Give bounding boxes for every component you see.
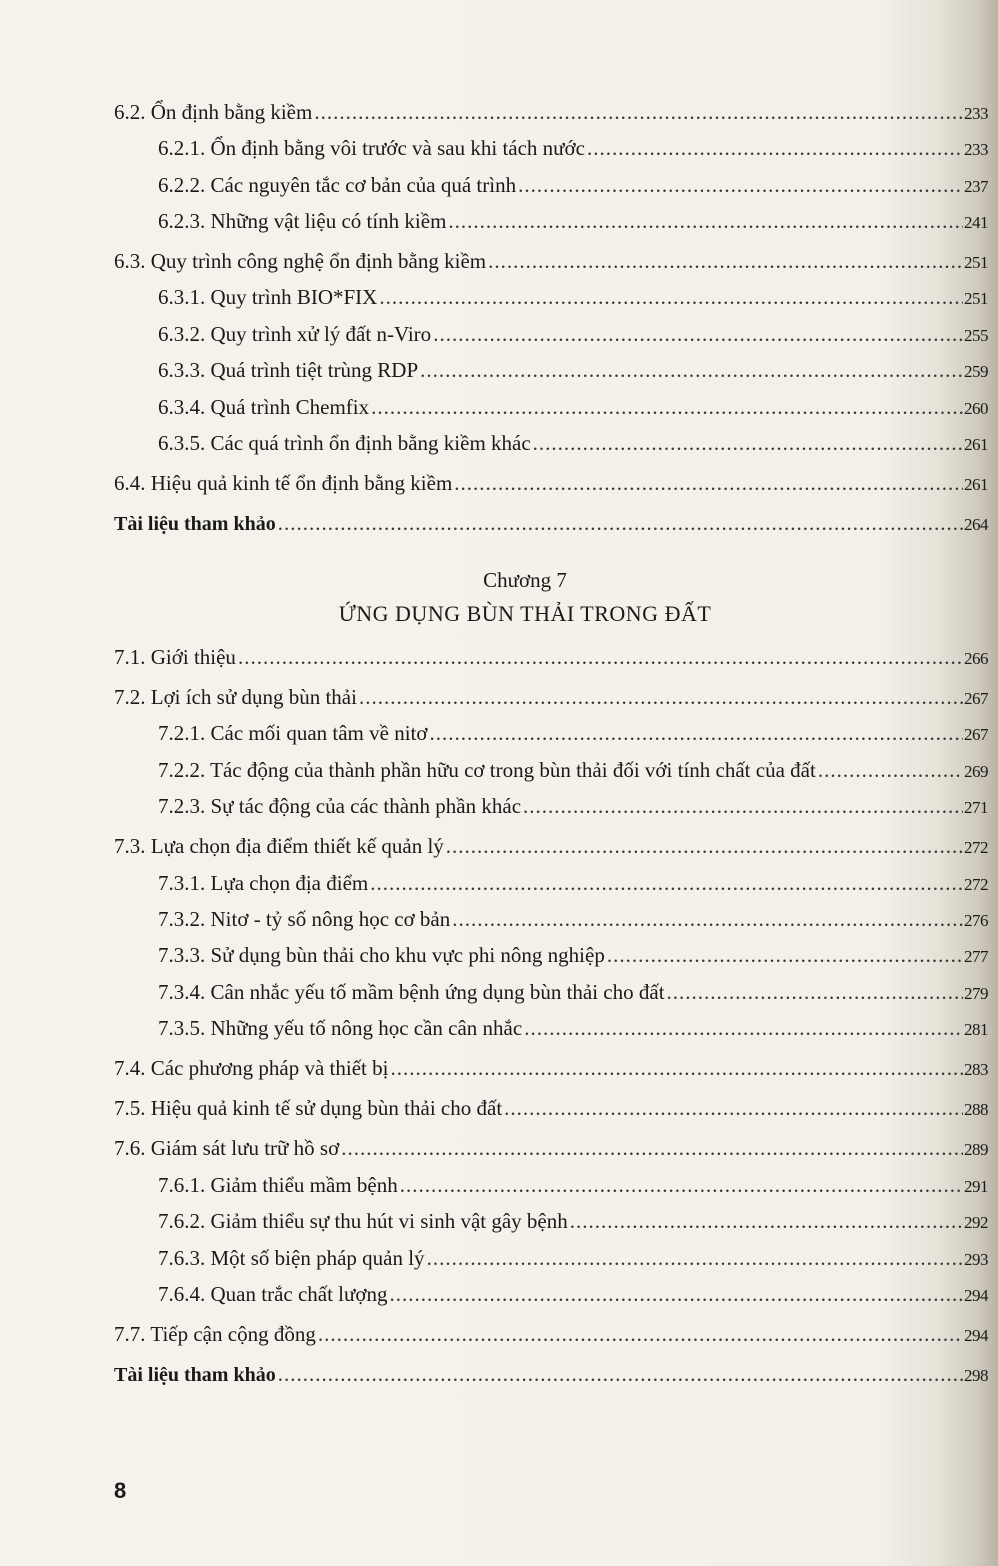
toc-entry	[158, 977, 988, 1007]
toc-entry	[158, 170, 988, 200]
toc-entry-label: 7.3.5. Những yếu tố nông học cần cân nhắc	[158, 1016, 523, 1040]
toc-entry	[114, 1319, 988, 1349]
toc-entry-page: 267	[964, 689, 988, 708]
toc-entry-label: 6.4. Hiệu quả kinh tế ổn định bằng kiềm	[114, 471, 453, 495]
toc-entry-page: 291	[964, 1177, 988, 1196]
toc-entry-label: 7.3. Lựa chọn địa điểm thiết kế quản lý	[114, 834, 444, 858]
toc-entry	[114, 468, 988, 498]
toc-entry	[158, 1206, 988, 1236]
toc-entry-page: 251	[964, 289, 988, 308]
dot-leader	[370, 868, 963, 898]
toc-entry-page: 292	[964, 1213, 988, 1232]
toc-entry	[114, 1053, 988, 1083]
toc-entry-label: 7.3.2. Nitơ - tỷ số nông học cơ bản	[158, 907, 451, 931]
toc-entry	[158, 1243, 988, 1273]
dot-leader	[533, 428, 963, 458]
toc-entry-label: 7.5. Hiệu quả kinh tế sử dụng bùn thải cho đất	[114, 1096, 503, 1120]
toc-entry-page: 288	[964, 1100, 988, 1119]
dot-leader	[390, 1279, 963, 1309]
toc-entry-label: 7.2.1. Các mối quan tâm về nitơ	[158, 721, 428, 745]
toc-entry-page: 293	[964, 1250, 988, 1269]
toc-entry-label: 6.3. Quy trình công nghệ ổn định bằng kiềm	[114, 249, 487, 273]
toc-entry-label: 7.3.1. Lựa chọn địa điểm	[158, 871, 369, 895]
chapter-heading: Chương 7	[483, 568, 567, 592]
toc-entry-page: 289	[964, 1140, 988, 1159]
toc-entry	[158, 282, 988, 312]
dot-leader	[278, 508, 963, 538]
dot-leader	[341, 1133, 963, 1163]
dot-leader	[818, 755, 963, 785]
toc-entry-page: 241	[964, 213, 988, 232]
toc-entry-page: 237	[964, 177, 988, 196]
toc-entry-page: 233	[964, 104, 988, 123]
toc-entry	[158, 755, 988, 785]
toc-entry	[158, 718, 988, 748]
toc-entry-label: 7.2.3. Sự tác động của các thành phần khác	[158, 794, 522, 818]
dot-leader	[379, 282, 963, 312]
dot-leader	[504, 1093, 963, 1123]
dot-leader	[518, 170, 963, 200]
dot-leader	[523, 791, 963, 821]
dot-leader	[427, 1243, 963, 1273]
toc-entry	[158, 791, 988, 821]
toc-entry-label: 6.3.5. Các quá trình ổn định bằng kiềm khác	[158, 431, 531, 455]
toc-entry-page: 267	[964, 725, 988, 744]
toc-entry	[158, 1013, 988, 1043]
chapter-title: ỨNG DỤNG BÙN THẢI TRONG ĐẤT	[338, 601, 712, 626]
toc-entry	[114, 508, 988, 538]
toc-entry	[114, 246, 988, 276]
toc-entry	[158, 1170, 988, 1200]
toc-entry-label: 7.6.4. Quan trắc chất lượng	[158, 1282, 388, 1306]
toc-entry-page: 264	[964, 515, 988, 534]
toc-entry	[158, 206, 988, 236]
dot-leader	[433, 319, 963, 349]
toc-entry	[158, 319, 988, 349]
toc-entry-page: 271	[964, 798, 988, 817]
dot-leader	[452, 904, 963, 934]
toc-entry	[114, 642, 988, 672]
toc-entry	[114, 831, 988, 861]
dot-leader	[667, 977, 963, 1007]
toc-entry-label: 6.3.1. Quy trình BIO*FIX	[158, 285, 378, 309]
toc-entry	[114, 1359, 988, 1389]
dot-leader	[400, 1170, 963, 1200]
toc-entry-label: 6.2.3. Những vật liệu có tính kiềm	[158, 209, 447, 233]
toc-entry	[158, 1279, 988, 1309]
toc-entry-label: 6.3.4. Quá trình Chemfix	[158, 395, 370, 419]
toc-entry	[158, 392, 988, 422]
toc-entry-label: 6.2. Ổn định bằng kiềm	[114, 100, 313, 124]
toc-entry	[158, 940, 988, 970]
toc-entry-label: 7.1. Giới thiệu	[114, 645, 236, 669]
toc-entry-label: 6.2.1. Ổn định bằng vôi trước và sau khi tách nước	[158, 136, 585, 160]
toc-entry-page: 283	[964, 1060, 988, 1079]
toc-entry-label: Tài liệu tham khảo	[114, 1364, 276, 1386]
toc-entry	[114, 1093, 988, 1123]
toc-entry-page: 294	[964, 1286, 988, 1305]
toc-entry	[158, 428, 988, 458]
dot-leader	[607, 940, 963, 970]
toc-entry-label: 6.3.2. Quy trình xử lý đất n-Viro	[158, 322, 432, 346]
toc-entry	[114, 682, 988, 712]
toc-entry	[158, 133, 988, 163]
toc-entry-label: 7.3.3. Sử dụng bùn thải cho khu vực phi nông nghiệp	[158, 943, 605, 967]
dot-leader	[238, 642, 963, 672]
toc-entry-label: 6.3.3. Quá trình tiệt trùng RDP	[158, 358, 419, 382]
dot-leader	[454, 468, 963, 498]
toc-entry-label: 6.2.2. Các nguyên tắc cơ bản của quá trình	[158, 173, 517, 197]
toc-entry-label: 7.6. Giám sát lưu trữ hồ sơ	[114, 1136, 340, 1160]
toc-entry-page: 294	[964, 1326, 988, 1345]
toc-entry-page: 233	[964, 140, 988, 159]
dot-leader	[359, 682, 963, 712]
toc-entry-page: 281	[964, 1020, 988, 1039]
toc-entry-label: 7.2. Lợi ích sử dụng bùn thải	[114, 685, 357, 709]
page-number: 8	[114, 1478, 127, 1503]
dot-leader	[448, 206, 963, 236]
toc-entry-page: 298	[964, 1366, 988, 1385]
toc-entry	[158, 904, 988, 934]
dot-leader	[429, 718, 963, 748]
toc-entry	[158, 868, 988, 898]
toc-entry-page: 261	[964, 475, 988, 494]
toc-entry-label: 7.3.4. Cân nhắc yếu tố mầm bệnh ứng dụng bùn thải cho đất	[158, 980, 665, 1004]
toc-entry-label: 7.2.2. Tác động của thành phần hữu cơ trong bùn thải đối với tính chất của đất	[158, 758, 816, 782]
toc-entry-page: 255	[964, 326, 988, 345]
dot-leader	[587, 133, 963, 163]
toc-entry	[158, 355, 988, 385]
dot-leader	[278, 1359, 963, 1389]
toc-entry-page: 272	[964, 875, 988, 894]
toc-entry-label: Tài liệu tham khảo	[114, 513, 276, 535]
dot-leader	[390, 1053, 963, 1083]
dot-leader	[524, 1013, 963, 1043]
dot-leader	[314, 97, 963, 127]
dot-leader	[420, 355, 963, 385]
dot-leader	[371, 392, 963, 422]
toc-entry-page: 251	[964, 253, 988, 272]
dot-leader	[318, 1319, 963, 1349]
toc-entry-label: 7.6.3. Một số biện pháp quản lý	[158, 1246, 425, 1270]
toc-entry-page: 261	[964, 435, 988, 454]
dot-leader	[488, 246, 963, 276]
toc-entry-page: 279	[964, 984, 988, 1003]
toc-entry-label: 7.6.1. Giảm thiểu mầm bệnh	[158, 1173, 398, 1197]
toc-entry-label: 7.4. Các phương pháp và thiết bị	[114, 1056, 389, 1080]
toc-entry-page: 276	[964, 911, 988, 930]
toc-entry	[114, 1133, 988, 1163]
toc-entry-label: 7.7. Tiếp cận cộng đồng	[114, 1322, 316, 1346]
toc-entry-page: 269	[964, 762, 988, 781]
toc-entry-page: 272	[964, 838, 988, 857]
toc-entry	[114, 97, 988, 127]
toc-entry-page: 259	[964, 362, 988, 381]
toc-entry-label: 7.6.2. Giảm thiểu sự thu hút vi sinh vật gây bệnh	[158, 1209, 568, 1233]
dot-leader	[446, 831, 963, 861]
toc-entry-page: 260	[964, 399, 988, 418]
toc-entry-page: 277	[964, 947, 988, 966]
toc-entry-page: 266	[964, 649, 988, 668]
dot-leader	[570, 1206, 963, 1236]
